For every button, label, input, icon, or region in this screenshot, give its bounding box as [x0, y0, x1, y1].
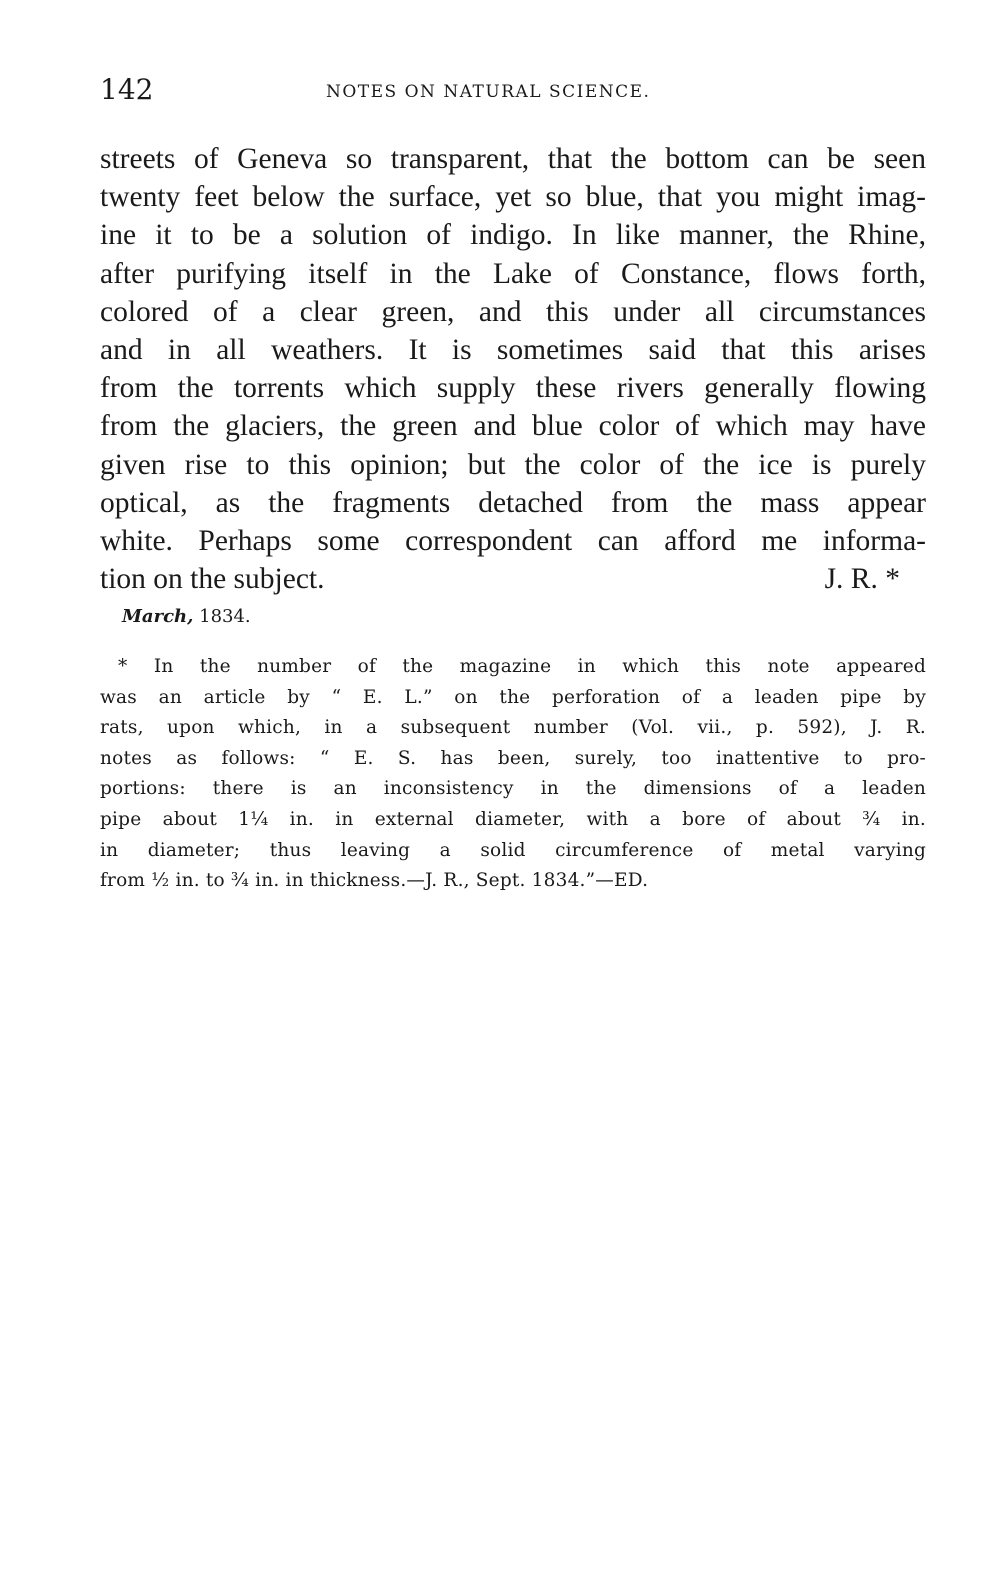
body-line: from the torrents which supply these rivers generally flowing [100, 372, 926, 405]
author-signature: J. R. * [824, 563, 900, 596]
footnote [100, 652, 926, 897]
running-title: NOTES ON NATURAL SCIENCE. [326, 82, 651, 102]
body-line: colored of a clear green, and this under all circumstances [100, 295, 926, 328]
running-head [100, 72, 926, 112]
footnote-line: pipe about 1¼ in. in external diameter, with a bore of about ¾ in. [100, 808, 926, 830]
dateline [122, 604, 251, 630]
body-line: ine it to be a solution of indigo. In like manner, the Rhine, [100, 219, 926, 252]
body-line: given rise to this opinion; but the color of the ice is purely [100, 448, 926, 481]
page-number: 142 [100, 73, 154, 106]
footnote-line: notes as follows: “ E. S. has been, surely, too inattentive to pro- [100, 747, 926, 769]
footnote-line: portions: there is an inconsistency in the dimensions of a leaden [100, 778, 926, 800]
body-line: tion on the subject. [100, 563, 325, 596]
footnote-line: was an article by “ E. L.” on the perforation of a leaden pipe by [100, 686, 926, 708]
dateline-year: 1834. [199, 606, 251, 627]
dateline-month: March, [122, 606, 194, 627]
footnote-line: * In the number of the magazine in which this note appeared [118, 656, 926, 677]
body-line: white. Perhaps some correspondent can afford me informa- [100, 524, 926, 557]
body-line: after purifying itself in the Lake of Constance, flows forth, [100, 257, 926, 290]
footnote-line: from ½ in. to ¾ in. in thickness.—J. R., Sept. 1834.”—ED. [100, 870, 649, 892]
body-line: and in all weathers. It is sometimes said that this arises [100, 333, 926, 366]
body-last-line [100, 560, 926, 598]
body-line: from the glaciers, the green and blue color of which may have [100, 410, 926, 443]
body-line: optical, as the fragments detached from the mass appear [100, 486, 926, 519]
body-paragraph [100, 140, 926, 598]
body-line: streets of Geneva so transparent, that the bottom can be seen [100, 143, 926, 175]
footnote-line: rats, upon which, in a subsequent number (Vol. vii., p. 592), J. R. [100, 717, 926, 739]
footnote-line: in diameter; thus leaving a solid circumference of metal varying [100, 839, 926, 861]
body-line: twenty feet below the surface, yet so blue, that you might imag- [100, 181, 926, 214]
